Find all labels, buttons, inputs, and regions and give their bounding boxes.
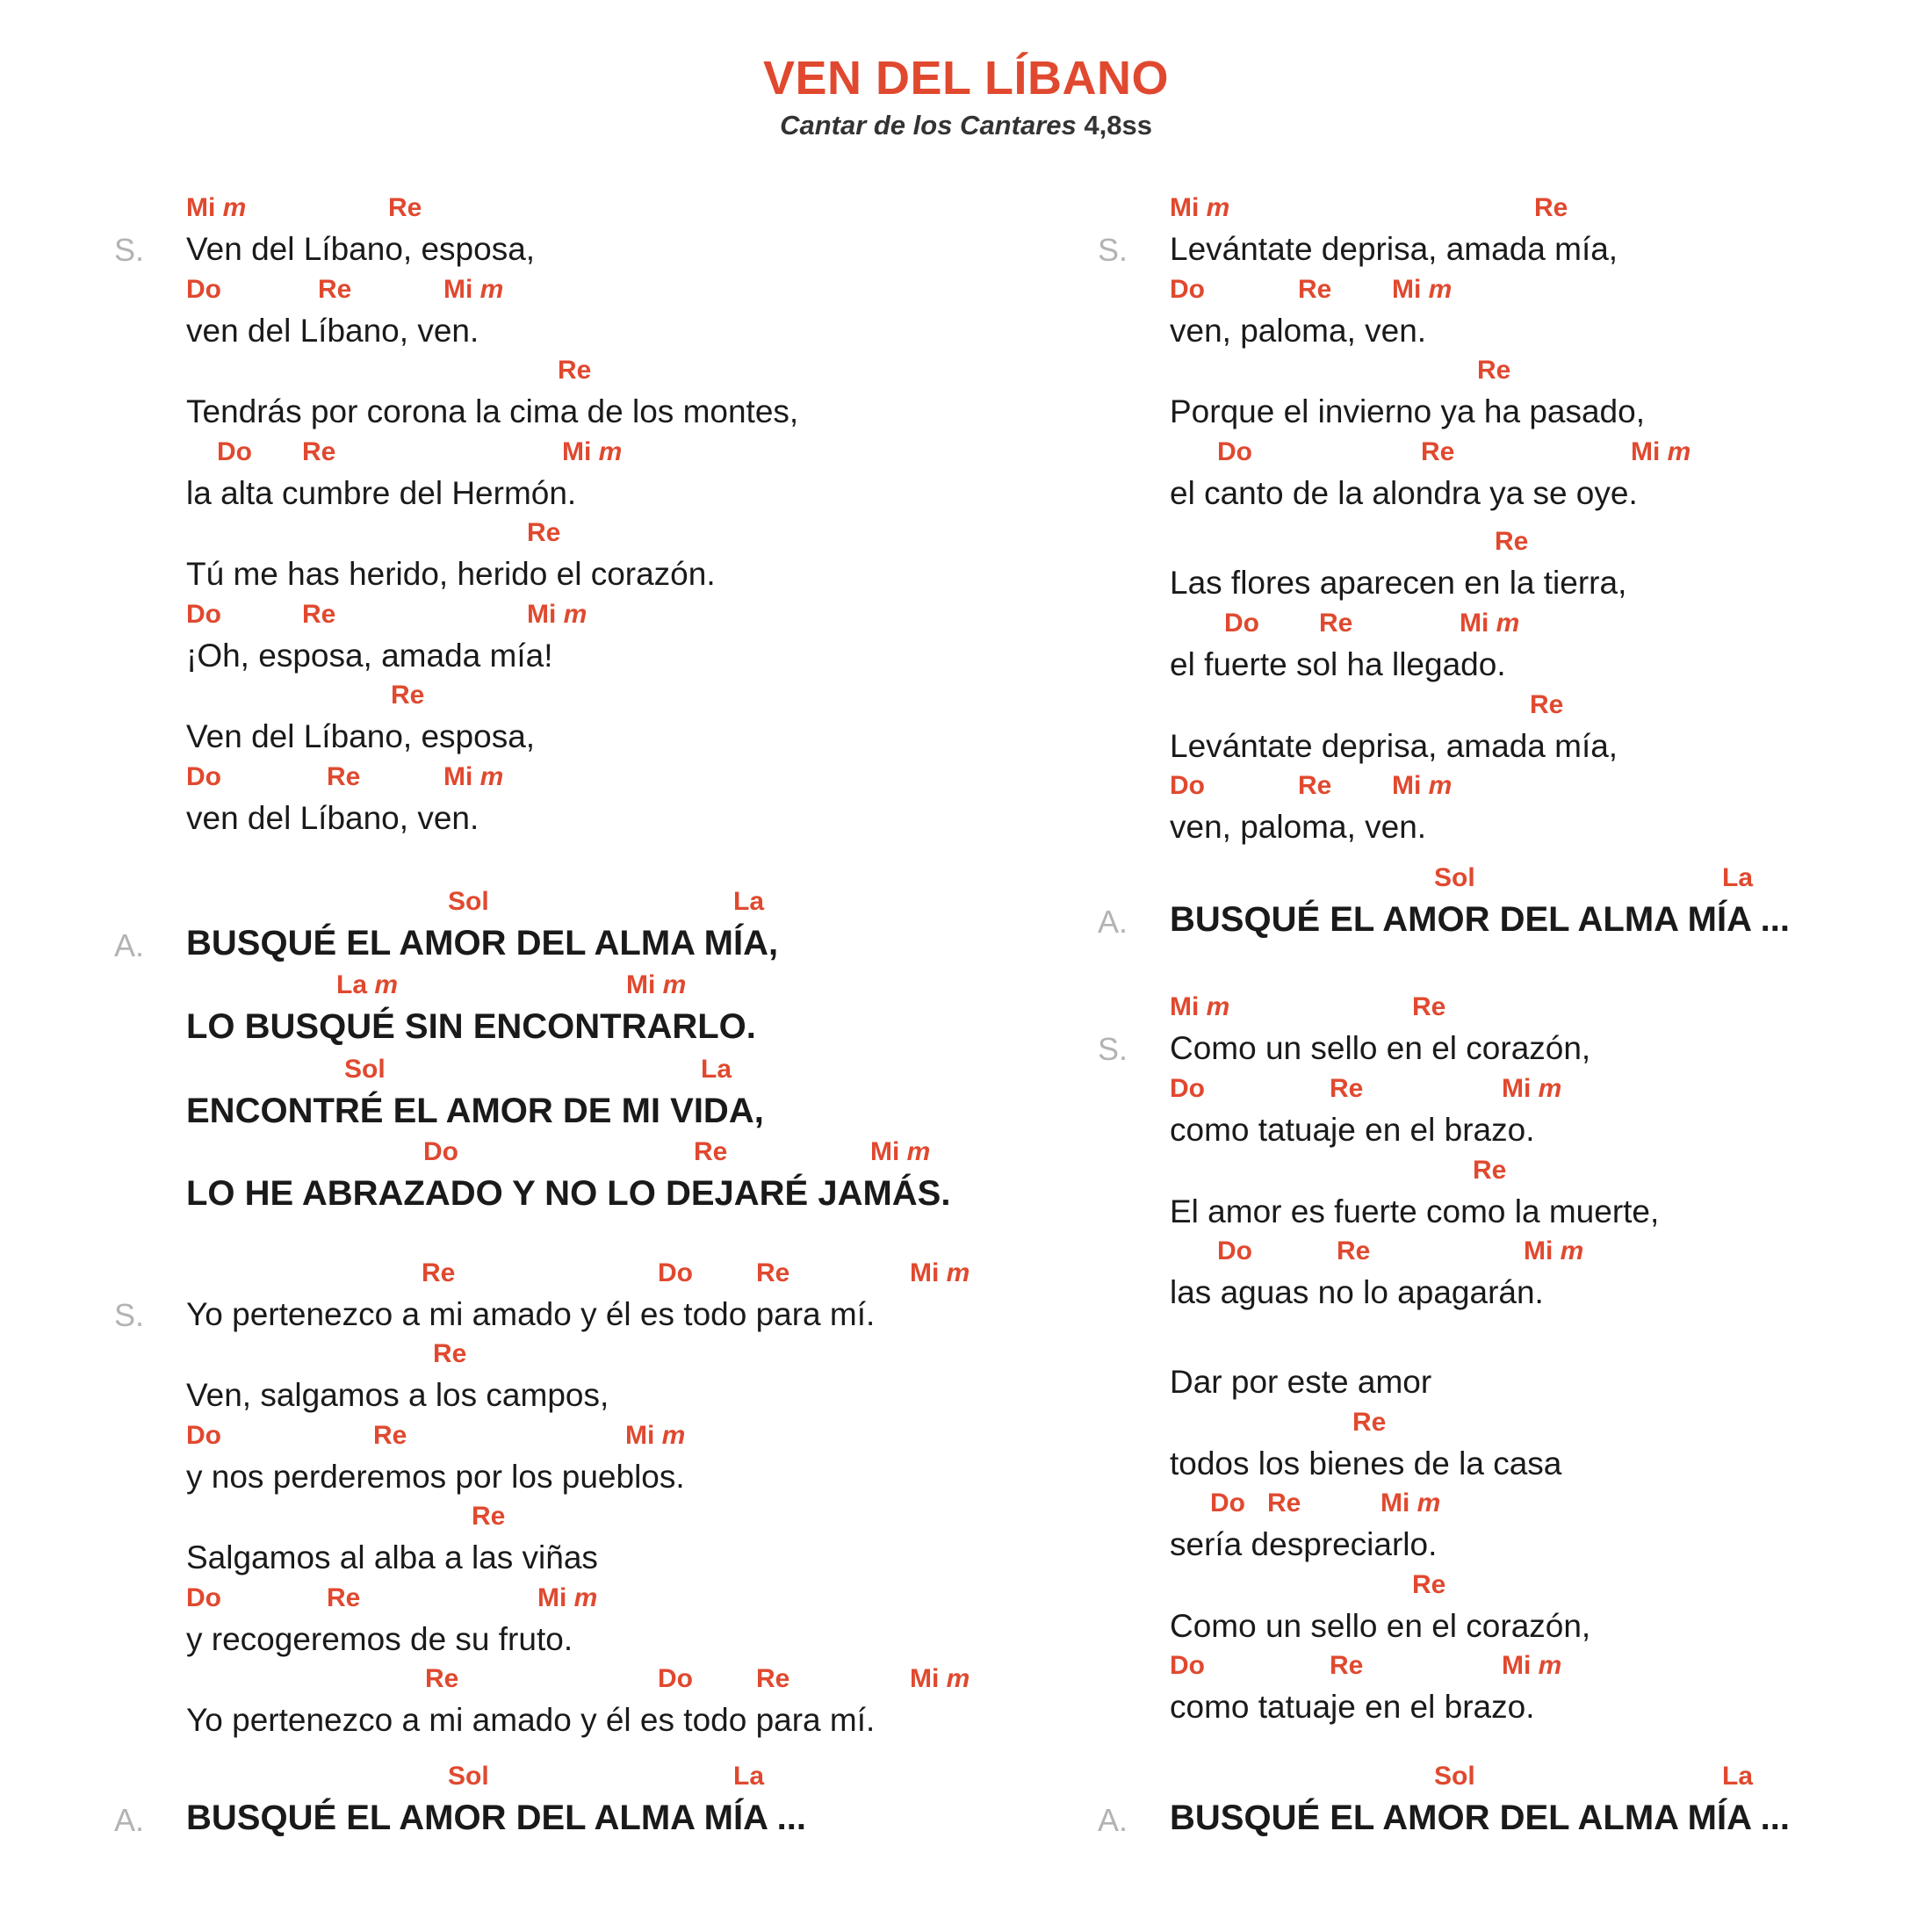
verse-line: la alta cumbre del Hermón.	[186, 475, 577, 511]
refrain-line: BUSQUÉ EL AMOR DEL ALMA MÍA ...	[1170, 1799, 1790, 1837]
verse-line: Salgamos al alba a las viñas	[186, 1539, 598, 1575]
chord-label: Re	[302, 437, 336, 466]
chord-label: Re	[1267, 1489, 1301, 1517]
chord-label: La	[1722, 1762, 1754, 1791]
chord-label: Mi m	[1381, 1489, 1441, 1517]
chord-label: Sol	[448, 1762, 489, 1791]
chord-label: Re	[1534, 193, 1568, 222]
chord-label: Mi m	[1392, 771, 1453, 800]
chord-label: Re	[388, 193, 422, 222]
chord-label: Do	[186, 600, 221, 629]
chord-label: Re	[1412, 992, 1446, 1021]
verse-line: el fuerte sol ha llegado.	[1170, 646, 1506, 682]
chord-label: Re	[1473, 1156, 1507, 1185]
chord-label: Re	[1330, 1651, 1364, 1680]
chord-label: Do	[186, 1421, 221, 1450]
chord-label: Mi m	[443, 275, 504, 304]
column-left	[114, 0, 1045, 1932]
verse-line: ven del Líbano, ven.	[186, 800, 479, 836]
song-title: VEN DEL LÍBANO	[762, 52, 1170, 105]
verse-line: Como un sello en el corazón,	[1170, 1030, 1591, 1066]
chord-label: Re	[1298, 771, 1332, 800]
section-marker: S.	[1098, 1031, 1128, 1067]
verse-line: sería despreciarlo.	[1170, 1526, 1438, 1562]
chord-label: La	[701, 1055, 732, 1084]
verse-line: las aguas no lo apagarán.	[1170, 1274, 1544, 1310]
chord-label: Re	[422, 1258, 456, 1287]
section-marker: A.	[114, 927, 145, 963]
section-marker: S.	[1098, 232, 1128, 268]
chord-label: Mi m	[186, 193, 247, 222]
section-marker: S.	[114, 232, 145, 268]
chord-label: Sol	[1434, 863, 1475, 892]
chord-label: Do	[1170, 275, 1205, 304]
chord-label: Mi m	[1170, 992, 1230, 1021]
verse-line: Ven del Líbano, esposa,	[186, 718, 536, 754]
chord-label: Re	[1330, 1074, 1364, 1103]
verse-line: Ven del Líbano, esposa,	[186, 231, 536, 267]
verse-line: Levántate deprisa, amada mía,	[1170, 728, 1618, 764]
chord-label: Sol	[448, 887, 489, 916]
chord-label: Re	[1477, 356, 1511, 385]
refrain-line: BUSQUÉ EL AMOR DEL ALMA MÍA,	[186, 924, 779, 962]
subtitle-reference: 4,8ss	[1084, 110, 1152, 141]
chord-label: Do	[1224, 609, 1259, 638]
chord-label: Mi m	[910, 1664, 970, 1693]
chord-label: Re	[1495, 527, 1529, 556]
chord-label: Mi m	[1392, 275, 1453, 304]
chord-label: Mi m	[870, 1137, 931, 1166]
subtitle-book: Cantar de los Cantares	[780, 110, 1077, 141]
section-marker: A.	[1098, 904, 1128, 940]
chord-label: Mi m	[625, 1421, 686, 1450]
chord-label: Re	[1421, 437, 1455, 466]
verse-line: y recogeremos de su fruto.	[186, 1621, 573, 1657]
verse-line: Como un sello en el corazón,	[1170, 1608, 1591, 1644]
section-marker: A.	[114, 1802, 145, 1838]
verse-line: el canto de la alondra ya se oye.	[1170, 475, 1638, 511]
chord-label: Mi m	[527, 600, 588, 629]
verse-line: Porque el invierno ya ha pasado,	[1170, 393, 1645, 429]
chord-label: Do	[1170, 771, 1205, 800]
chord-label: Mi m	[910, 1258, 970, 1287]
chord-label: Mi m	[1631, 437, 1691, 466]
refrain-line: LO HE ABRAZADO Y NO LO DEJARÉ JAMÁS.	[186, 1174, 951, 1213]
chord-label: Re	[472, 1502, 506, 1531]
refrain-line: LO BUSQUÉ SIN ENCONTRARLO.	[186, 1007, 756, 1046]
verse-line: Ven, salgamos a los campos,	[186, 1377, 609, 1413]
chord-label: Re	[327, 762, 361, 791]
chord-label: Re	[318, 275, 352, 304]
chord-label: Do	[186, 762, 221, 791]
verse-line: Yo pertenezco a mi amado y él es todo para mí.	[186, 1702, 876, 1738]
chord-label: Re	[302, 600, 336, 629]
chord-label: Re	[756, 1664, 790, 1693]
verse-line: ven del Líbano, ven.	[186, 313, 479, 349]
verse-line: Tendrás por corona la cima de los montes,	[186, 393, 799, 429]
chord-label: Re	[756, 1258, 790, 1287]
chord-label: Re	[1337, 1236, 1371, 1265]
verse-line: todos los bienes de la casa	[1170, 1445, 1562, 1481]
verse-line: El amor es fuerte como la muerte,	[1170, 1193, 1660, 1229]
chord-label: Re	[558, 356, 592, 385]
verse-line: ven, paloma, ven.	[1170, 809, 1427, 845]
verse-line: y nos perderemos por los pueblos.	[186, 1459, 685, 1495]
refrain-line: ENCONTRÉ EL AMOR DE MI VIDA,	[186, 1092, 764, 1130]
chord-label: Mi m	[537, 1583, 598, 1612]
chord-label: Re	[391, 681, 425, 710]
verse-line: como tatuaje en el brazo.	[1170, 1689, 1535, 1725]
chord-label: Do	[1170, 1074, 1205, 1103]
chord-label: Mi m	[1170, 193, 1230, 222]
chord-label: Do	[658, 1664, 693, 1693]
verse-line: ven, paloma, ven.	[1170, 313, 1427, 349]
chord-label: Mi m	[1502, 1074, 1562, 1103]
section-marker: S.	[114, 1297, 145, 1333]
chord-label: Mi m	[443, 762, 504, 791]
chord-label: Do	[1210, 1489, 1245, 1517]
chord-label: Re	[1352, 1408, 1387, 1437]
chord-label: Re	[1530, 690, 1564, 719]
chord-label: Do	[186, 275, 221, 304]
chord-label: Mi m	[562, 437, 623, 466]
chord-label: Re	[327, 1583, 361, 1612]
chord-label: Mi m	[626, 970, 687, 999]
chord-label: Do	[1217, 437, 1252, 466]
chord-label: Do	[658, 1258, 693, 1287]
chord-label: Sol	[344, 1055, 386, 1084]
chord-label: Re	[1298, 275, 1332, 304]
verse-line: Las flores aparecen en la tierra,	[1170, 565, 1627, 601]
chord-label: Mi m	[1502, 1651, 1562, 1680]
section-marker: A.	[1098, 1802, 1128, 1838]
verse-line: ¡Oh, esposa, amada mía!	[186, 638, 553, 674]
chord-label: Do	[1217, 1236, 1252, 1265]
chord-label: Re	[694, 1137, 728, 1166]
chord-label: Re	[1319, 609, 1353, 638]
refrain-line: BUSQUÉ EL AMOR DEL ALMA MÍA ...	[1170, 900, 1790, 939]
chord-label: Mi m	[1460, 609, 1520, 638]
chord-label: Re	[425, 1664, 459, 1693]
verse-line: Yo pertenezco a mi amado y él es todo para mí.	[186, 1296, 876, 1332]
chord-label: La	[733, 1762, 765, 1791]
chord-label: Do	[217, 437, 252, 466]
chord-label: Re	[1412, 1570, 1446, 1599]
chord-label: Re	[433, 1339, 467, 1368]
verse-line: Tú me has herido, herido el corazón.	[186, 556, 716, 592]
chord-label: Sol	[1434, 1762, 1475, 1791]
chord-label: La	[1722, 863, 1754, 892]
column-right	[1098, 0, 1932, 1932]
chord-label: La m	[336, 970, 399, 999]
verse-line: Dar por este amor	[1170, 1364, 1432, 1400]
verse-line: Levántate deprisa, amada mía,	[1170, 231, 1618, 267]
chord-label: Do	[1170, 1651, 1205, 1680]
refrain-line: BUSQUÉ EL AMOR DEL ALMA MÍA ...	[186, 1799, 806, 1837]
verse-line: como tatuaje en el brazo.	[1170, 1112, 1535, 1148]
chord-label: Mi m	[1524, 1236, 1584, 1265]
chord-label: Do	[186, 1583, 221, 1612]
chord-label: Re	[527, 518, 561, 547]
chord-label: Do	[423, 1137, 458, 1166]
chord-label: La	[733, 887, 765, 916]
chord-label: Re	[373, 1421, 407, 1450]
